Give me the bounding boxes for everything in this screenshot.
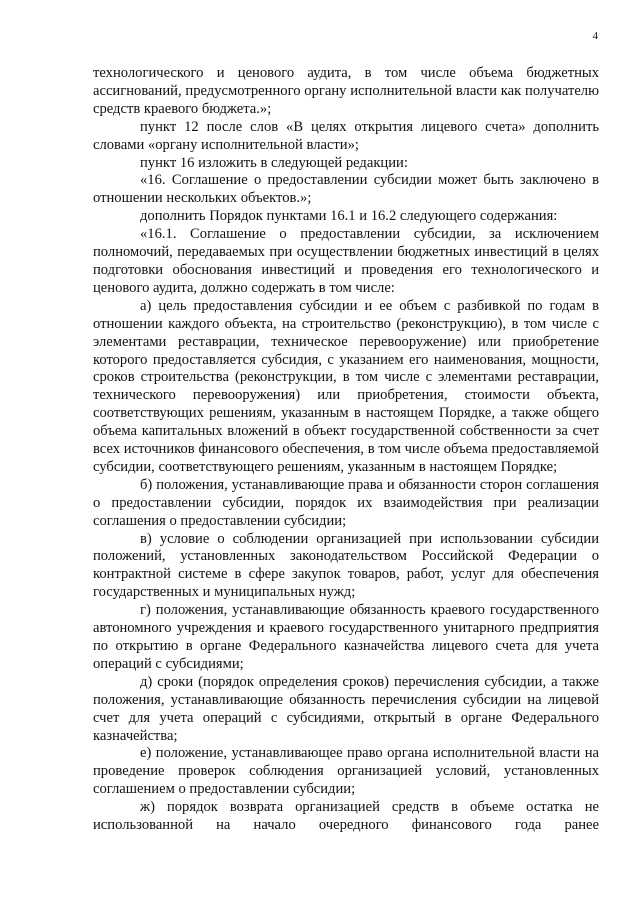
- paragraph: в) условие о соблюдении организацией при использовании субсидии положений, установленных законодательством Российской Федерации о контрактной системе в сфере закупок товаров, работ, услуг для обеспечения государственных и муниципальных нужд;: [93, 530, 599, 601]
- paragraph: б) положения, устанавливающие права и обязанности сторон соглашения о предоставлении субсидии, порядок их взаимодействия при реализации соглашения о предоставлении субсидии;: [93, 476, 599, 529]
- paragraph: дополнить Порядок пунктами 16.1 и 16.2 следующего содержания:: [140, 208, 558, 225]
- paragraph: технологического и ценового аудита, в том числе объема бюджетных ассигнований, предусмотренного органу исполнительной власти как получателю средств краевого бюджета.»;: [93, 65, 599, 117]
- paragraph: г) положения, устанавливающие обязанность краевого государственного автономного учреждения и краевого государственного унитарного предприятия по открытию в органе Федерального казначейства лицевого счета для учета операций с субсидиями;: [93, 602, 599, 672]
- document-body: [93, 65, 599, 835]
- paragraph: «16. Соглашение о предоставлении субсидии может быть заключено в отношении нескольких объектов.»;: [93, 172, 599, 207]
- page-number: 4: [592, 30, 598, 42]
- paragraph: е) положение, устанавливающее право органа исполнительной власти на проведение проверок соблюдения организацией условий, установленных соглашением о предоставлении субсидии;: [93, 745, 599, 798]
- paragraph: ж) порядок возврата организацией средств в объеме остатка не использованной на начало очередного финансового года ранее: [93, 799, 599, 834]
- paragraph: д) сроки (порядок определения сроков) перечисления субсидии, а также положения, устанавливающие обязанность перечисления субсидии на лицевой счет для учета операций с субсидиями, открытый в органе Федерального казначейства;: [93, 673, 599, 744]
- paragraph: а) цель предоставления субсидии и ее объем с разбивкой по годам в отношении каждого объекта, на строительство (реконструкцию), в том числе с элементами реставрации, техническое перевооружение) или приобретение которого предоставляется субсидия, с указанием его наименования, мощности, сроков строительства (реконструкции, в том числе с элементами реставрации, технического перевооружения) или приобретения, стоимости объекта, соответствующих решениям, указанным в настоящем Порядке, а также общего объема капитальных вложений в объект государственной собственности за счет всех источников финансового обеспечения, в том числе объема предоставляемой субсидии, соответствующего решениям, указанным в настоящем Порядке;: [93, 297, 599, 475]
- paragraph: «16.1. Соглашение о предоставлении субсидии, за исключением полномочий, передаваемых при осуществлении бюджетных инвестиций в целях подготовки обоснования инвестиций и проведения его технологического и ценового аудита, должно содержать в том числе:: [93, 226, 599, 296]
- paragraph: пункт 12 после слов «В целях открытия лицевого счета» дополнить словами «органу исполнительной власти»;: [93, 118, 599, 153]
- paragraph: пункт 16 изложить в следующей редакции:: [140, 154, 408, 171]
